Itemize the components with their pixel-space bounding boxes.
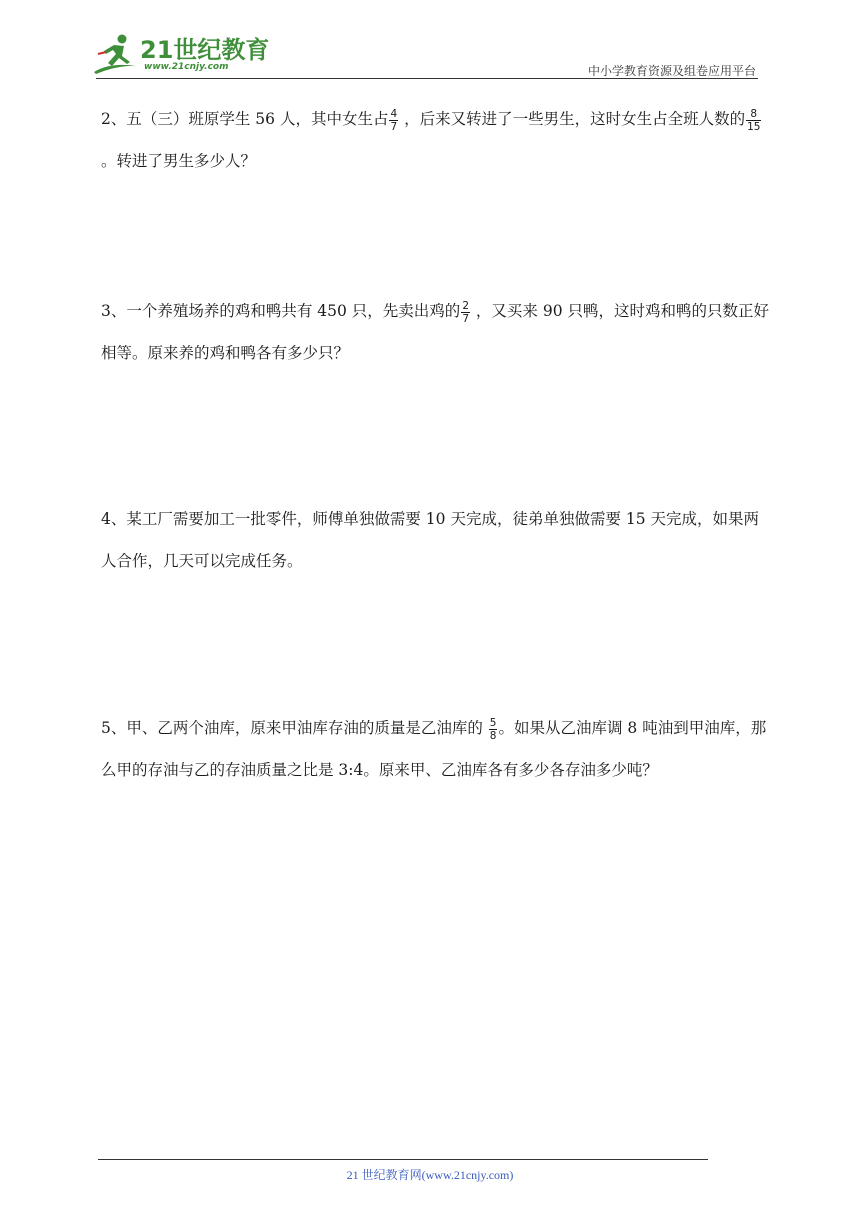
question-4 [101, 498, 769, 582]
page-header [0, 0, 860, 80]
header-divider [96, 78, 758, 79]
question-text: 3、一个养殖场养的鸡和鸭共有 450 只，先卖出鸡的 [101, 302, 461, 320]
footer-link[interactable]: 21 世纪教育网(www.21cnjy.com) [346, 1168, 514, 1182]
logo-url: www.21cnjy.com [144, 62, 229, 72]
question-2 [101, 98, 769, 182]
question-5 [101, 707, 769, 791]
fraction: $\frac{4}{7}$ [390, 107, 398, 133]
fraction: $\frac{8}{15}$ [747, 107, 761, 133]
question-text: ，后来又转进了一些男生，这时女生占全班人数的 [399, 110, 746, 128]
question-text: 。转进了男生多少人？ [101, 152, 257, 170]
platform-label: 中小学教育资源及组卷应用平台 [587, 64, 756, 78]
logo-text: 21世纪教育 [140, 36, 270, 64]
footer-divider [98, 1159, 708, 1160]
question-text: 5、甲、乙两个油库，原来甲油库存油的质量是乙油库的 [101, 719, 488, 737]
question-3 [101, 290, 769, 374]
question-text: ，又买来 90 只鸭，这时鸡和鸭的只数正好相等。原来养的鸡和鸭各有多少只？ [101, 302, 770, 362]
question-text: 4、某工厂需要加工一批零件，师傅单独做需要 10 天完成，徒弟单独做需要 15 天完成，如果两人合作，几天可以完成任务。 [101, 510, 760, 570]
fraction: $\frac{2}{7}$ [462, 299, 469, 325]
runner-logo-icon [92, 32, 142, 76]
question-text: 2、五（三）班原学生 56 人，其中女生占 [101, 110, 389, 128]
question-text: 。如果从乙油库调 8 吨油到甲油库，那么甲的存油与乙的存油质量之比是 3:4。原来甲、乙油库各有多少各存油多少吨？ [101, 719, 767, 779]
site-logo[interactable] [92, 32, 270, 78]
fraction: $\frac{5}{8}$ [489, 716, 497, 742]
